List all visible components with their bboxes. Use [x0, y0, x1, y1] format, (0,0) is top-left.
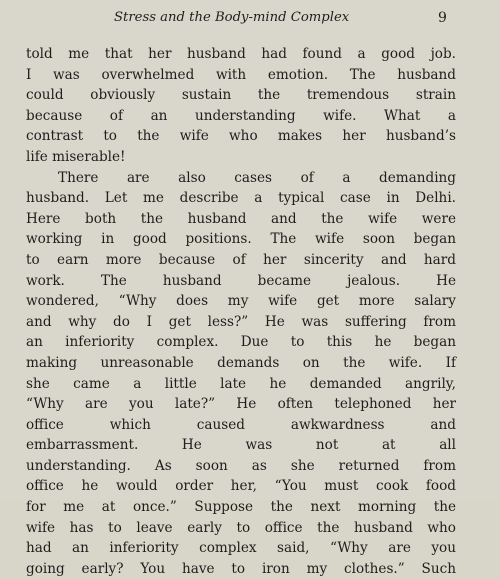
text-line: I was overwhelmed with emotion. The husband [26, 66, 456, 83]
text-line: to earn more because of her sincerity and hard [26, 251, 456, 268]
text-line: Here both the husband and the wife were [26, 210, 456, 227]
text-line: and why do I get less?” He was suffering from [26, 313, 456, 330]
text-line: contrast to the wife who makes her husband’s [26, 128, 456, 145]
text-line: wife has to leave early to office the husband who [26, 519, 456, 536]
text-line: an inferiority complex. Due to this he began [26, 334, 456, 351]
text-line: going early? You have to iron my clothes.” Such [26, 560, 456, 577]
running-title: Stress and the Body-mind Complex [114, 10, 350, 25]
text-line: for me at once.” Suppose the next morning the [26, 499, 456, 516]
text-line: working in good positions. The wife soon began [26, 231, 456, 248]
paragraph-1 [26, 44, 456, 168]
text-line: office he would order her, “You must cook food [26, 478, 456, 495]
text-line: embarrassment. He was not at all [26, 437, 456, 454]
text-line: she came a little late he demanded angrily, [26, 375, 456, 392]
page-header [0, 10, 500, 32]
text-line: told me that her husband had found a good job. [26, 46, 456, 62]
text-line: wondered, “Why does my wife get more salary [26, 293, 456, 310]
text-line: office which caused awkwardness and [26, 416, 456, 433]
text-line: understanding. As soon as she returned from [26, 457, 456, 474]
page-number: 9 [438, 10, 447, 26]
text-line: had an inferiority complex said, “Why are you [26, 540, 456, 557]
text-line: could obviously sustain the tremendous strain [26, 87, 456, 104]
text-line: “Why are you late?” He often telephoned her [26, 396, 456, 413]
text-line: making unreasonable demands on the wife. If [26, 354, 456, 371]
text-line: There are also cases of a demanding [58, 169, 456, 186]
text-line: life miserable! [26, 148, 126, 165]
text-line: husband. Let me describe a typical case in Delhi. [26, 190, 456, 207]
body-text [26, 44, 456, 579]
paragraph-2 [26, 168, 456, 579]
text-line: work. The husband became jealous. He [26, 272, 456, 289]
text-line: because of an understanding wife. What a [26, 107, 456, 124]
